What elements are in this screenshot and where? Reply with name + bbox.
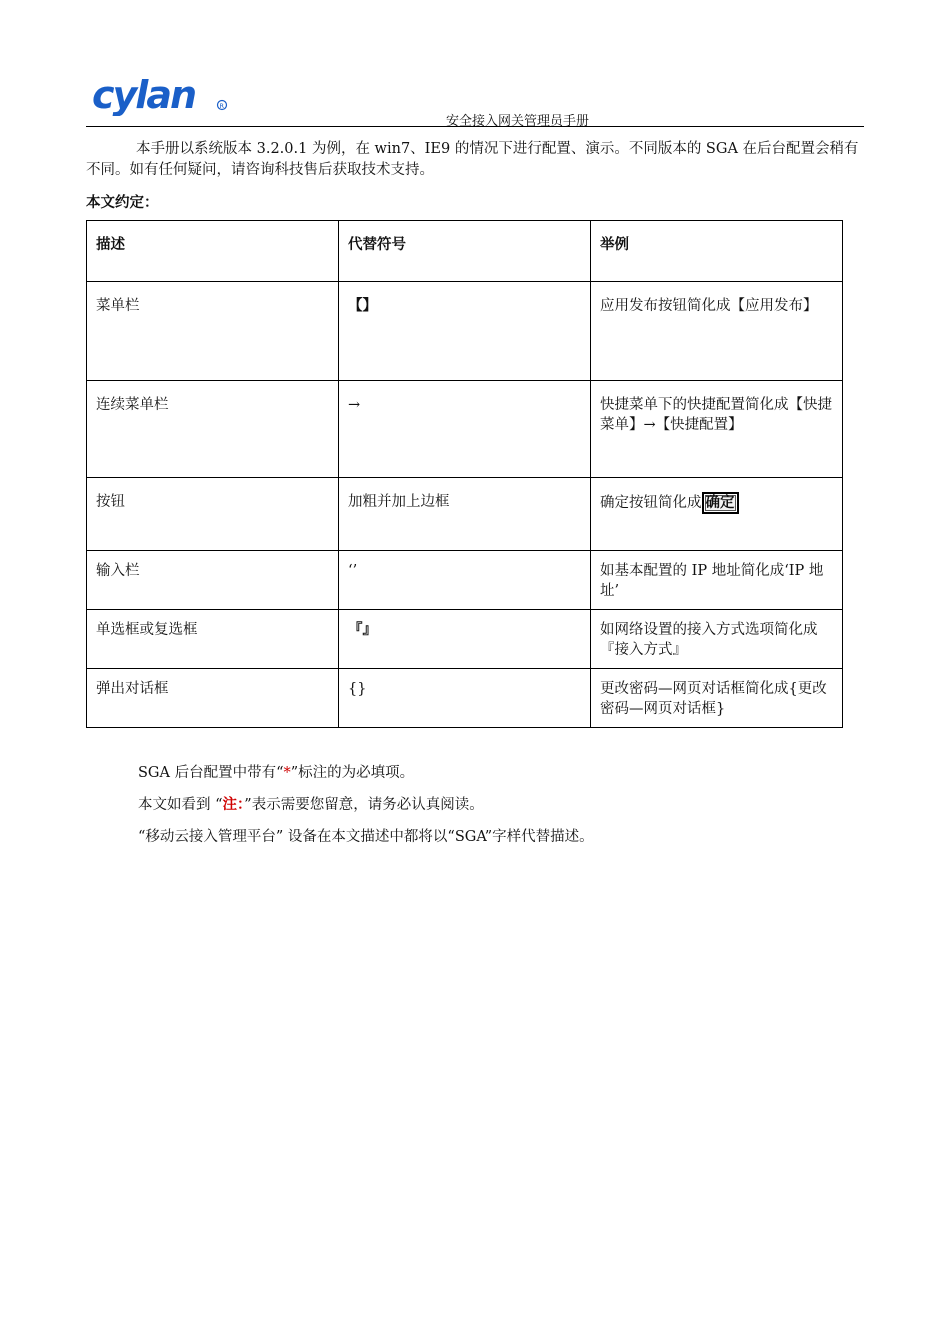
svg-text:R: R — [219, 102, 225, 110]
cell-example — [591, 478, 843, 551]
cell-desc: 菜单栏 — [87, 282, 339, 381]
header-cell-symbol: 代替符号 — [339, 221, 591, 282]
confirm-button-sample: 确定 — [702, 492, 739, 514]
conventions-heading: 本文约定： — [86, 195, 159, 211]
cell-example: 如网络设置的接入方式选项简化成『接入方式』 — [591, 610, 843, 669]
header-rule — [86, 126, 864, 127]
cell-desc: 连续菜单栏 — [87, 381, 339, 478]
cell-symbol: ‘’ — [339, 551, 591, 610]
cylan-logo — [90, 74, 240, 116]
table-header-row — [87, 221, 843, 282]
header-cell-desc: 描述 — [87, 221, 339, 282]
intro-paragraph: 本手册以系统版本 3.2.0.1 为例，在 win7、IE9 的情况下进行配置、演示。不同版本的 SGA 在后台配置会稍有不同。如有任何疑问，请咨询科技售后获取技术支持。 — [86, 141, 859, 178]
table-row — [87, 282, 843, 381]
cell-symbol: 加粗并加上边框 — [339, 478, 591, 551]
cell-example: 更改密码—网页对话框简化成{更改密码—网页对话框} — [591, 669, 843, 728]
note-text: ”标注的为必填项。 — [290, 765, 415, 781]
cell-symbol: 【】 — [339, 282, 591, 381]
conventions-table — [86, 220, 843, 728]
cell-example: 如基本配置的 IP 地址简化成‘IP 地址’ — [591, 551, 843, 610]
note-text: ”表示需要您留意，请务必认真阅读。 — [244, 797, 484, 813]
table-row — [87, 478, 843, 551]
cell-symbol: {} — [339, 669, 591, 728]
table-row — [87, 381, 843, 478]
header-cell-example: 举例 — [591, 221, 843, 282]
cell-desc: 按钮 — [87, 478, 339, 551]
note-text: SGA 后台配置中带有“ — [138, 765, 284, 781]
cell-desc: 输入栏 — [87, 551, 339, 610]
table-row — [87, 669, 843, 728]
alias-note: “移动云接入管理平台” 设备在本文描述中都将以“SGA”字样代替描述。 — [138, 829, 594, 845]
cell-symbol: 『』 — [339, 610, 591, 669]
logo-text: cylan — [92, 74, 196, 116]
header-title: 安全接入网关管理员手册 — [446, 114, 590, 129]
required-field-note — [138, 761, 414, 782]
table-row — [87, 551, 843, 610]
attention-word: 注： — [222, 797, 245, 813]
example-prefix: 确定按钮简化成 — [600, 495, 702, 511]
table-row — [87, 610, 843, 669]
cell-desc: 弹出对话框 — [87, 669, 339, 728]
cell-example: 应用发布按钮简化成【应用发布】 — [591, 282, 843, 381]
attention-note — [138, 793, 484, 814]
cell-symbol: → — [339, 381, 591, 478]
cell-example: 快捷菜单下的快捷配置简化成【快捷菜单】→【快捷配置】 — [591, 381, 843, 478]
note-text: 本文如看到 “ — [138, 797, 223, 813]
cell-desc: 单选框或复选框 — [87, 610, 339, 669]
required-star-icon: * — [283, 765, 291, 781]
